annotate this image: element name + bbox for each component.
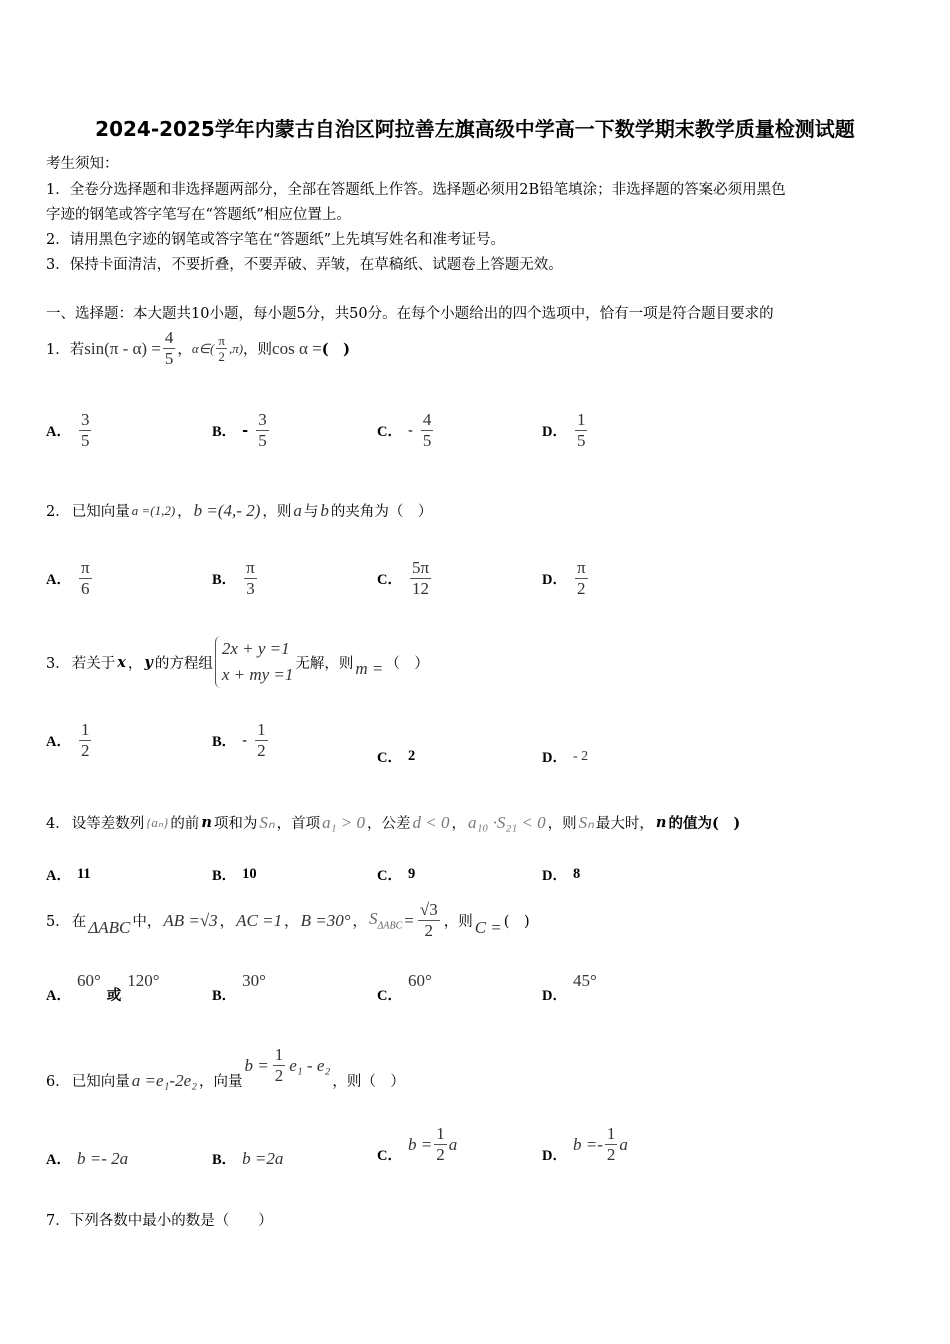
subscript: ΔABC bbox=[377, 920, 403, 932]
notice-item: 3．保持卡面清洁，不要折叠，不要弄破、弄皱，在草稿纸、试题卷上答题无效。 bbox=[46, 257, 563, 273]
text: 的方程组 bbox=[154, 655, 213, 672]
option-label: D． bbox=[542, 572, 567, 588]
question-3 bbox=[46, 636, 429, 688]
fraction bbox=[79, 410, 92, 451]
text: ， bbox=[451, 816, 467, 832]
option-value: 60° bbox=[76, 971, 101, 990]
option-value: 30° bbox=[242, 971, 266, 990]
math: b = bbox=[244, 1055, 269, 1075]
option-label: C． bbox=[377, 572, 402, 588]
notice-item: 2．请用黑色字迹的钢笔或答字笔在“答题纸”上先填写姓名和准考证号。 bbox=[46, 232, 506, 248]
denominator: 5 bbox=[164, 349, 174, 368]
denominator: 2 bbox=[606, 1145, 616, 1164]
option-a[interactable] bbox=[46, 558, 94, 599]
text: （ ） bbox=[385, 655, 429, 672]
fraction bbox=[575, 410, 588, 451]
math: = bbox=[404, 910, 414, 930]
math: n bbox=[201, 814, 212, 831]
math: {aₙ} bbox=[146, 814, 169, 830]
text: 若 bbox=[69, 342, 85, 358]
option-label: B． bbox=[212, 868, 237, 884]
text: ， bbox=[177, 342, 192, 358]
option-label: B． bbox=[212, 572, 237, 588]
option-label: A． bbox=[46, 572, 71, 588]
option-label: A． bbox=[46, 868, 71, 884]
fraction bbox=[421, 410, 434, 451]
math: e₁ - e₂ bbox=[289, 1055, 331, 1075]
option-d[interactable] bbox=[542, 410, 589, 451]
option-value: b =2a bbox=[242, 1148, 284, 1168]
question-number: 7． bbox=[46, 1213, 70, 1229]
math: b = bbox=[407, 1134, 433, 1154]
denominator: 3 bbox=[246, 579, 255, 598]
option-c[interactable] bbox=[377, 1124, 457, 1165]
numerator: 1 bbox=[606, 1124, 616, 1143]
option-label: C． bbox=[377, 988, 402, 1004]
question-6 bbox=[46, 1040, 405, 1091]
text: ， bbox=[284, 914, 299, 930]
minus-sign: - bbox=[242, 732, 248, 749]
math: ΔABC bbox=[88, 917, 131, 937]
fraction bbox=[434, 1124, 447, 1165]
question-number: 1． bbox=[46, 342, 70, 358]
fraction bbox=[605, 1124, 618, 1165]
question-number: 6． bbox=[46, 1074, 70, 1090]
option-value: 11 bbox=[76, 866, 91, 882]
option-label: D． bbox=[542, 424, 567, 440]
text: ，则 bbox=[547, 816, 577, 832]
fraction bbox=[256, 410, 269, 451]
option-d[interactable] bbox=[542, 558, 590, 599]
option-c[interactable] bbox=[377, 746, 415, 767]
numerator: 4 bbox=[164, 328, 174, 347]
text: ( ) bbox=[503, 914, 530, 930]
text: ，公差 bbox=[367, 816, 411, 832]
denominator: 5 bbox=[80, 431, 90, 450]
text: 设等差数列 bbox=[71, 816, 145, 832]
equation: x + my =1 bbox=[221, 665, 294, 684]
notice-heading: 考生须知： bbox=[46, 156, 119, 172]
notice-item: 字迹的钢笔或答字笔写在“答题纸”相应位置上。 bbox=[46, 207, 351, 223]
option-b[interactable] bbox=[212, 864, 257, 885]
option-label: B． bbox=[212, 424, 237, 440]
denominator: 2 bbox=[436, 1145, 445, 1164]
notice-item: 1．全卷分选择题和非选择题两部分，全部在答题纸上作答。选择题必须用2B铅笔填涂；非选择题的答案必须用黑色 bbox=[46, 182, 786, 198]
numerator: π bbox=[80, 558, 90, 577]
math: b =(4,- 2) bbox=[193, 500, 261, 520]
math: n bbox=[655, 814, 667, 831]
text: ，首项 bbox=[276, 816, 321, 832]
option-label: A． bbox=[46, 734, 71, 750]
fraction bbox=[410, 558, 431, 599]
math: a =(1,2) bbox=[131, 502, 176, 518]
text: ( ) bbox=[321, 341, 350, 358]
text: ，则 bbox=[262, 504, 292, 520]
option-b[interactable] bbox=[212, 720, 270, 761]
math: a₁₀ ·S₂₁ < 0 bbox=[468, 812, 546, 832]
option-label: A． bbox=[46, 424, 71, 440]
option-value: 9 bbox=[407, 866, 416, 882]
text: ， bbox=[177, 504, 192, 520]
text: 最大时， bbox=[595, 816, 654, 832]
option-a[interactable] bbox=[46, 864, 91, 885]
option-label: D． bbox=[542, 868, 567, 884]
option-c[interactable] bbox=[377, 971, 432, 1005]
math: AC =1 bbox=[236, 910, 283, 930]
option-label: C． bbox=[377, 868, 402, 884]
text: 与 bbox=[303, 504, 319, 520]
option-b[interactable] bbox=[212, 1148, 283, 1169]
numerator: 1 bbox=[257, 720, 266, 739]
numerator: π bbox=[218, 333, 225, 348]
option-label: B． bbox=[212, 734, 237, 750]
fraction bbox=[163, 328, 176, 369]
option-d[interactable] bbox=[542, 1124, 628, 1165]
math: x bbox=[117, 653, 126, 671]
option-label: D． bbox=[542, 1148, 567, 1164]
numerator: 1 bbox=[80, 720, 90, 739]
question-number: 4． bbox=[46, 816, 70, 832]
fraction bbox=[244, 558, 257, 599]
option-a[interactable] bbox=[46, 1148, 128, 1169]
denominator: 2 bbox=[257, 741, 266, 760]
numerator: 1 bbox=[436, 1124, 445, 1143]
option-b[interactable] bbox=[212, 410, 271, 451]
text: 在 bbox=[71, 914, 87, 930]
page-title: 2024-2025学年内蒙古自治区阿拉善左旗高级中学高一下数学期末教学质量检测试题 bbox=[95, 117, 855, 141]
option-label: A． bbox=[46, 1152, 71, 1168]
question-4 bbox=[46, 812, 740, 833]
math: m = bbox=[355, 659, 384, 678]
fraction bbox=[273, 1045, 286, 1086]
math: Sₙ bbox=[578, 812, 594, 832]
text: ， bbox=[219, 914, 235, 930]
denominator: 2 bbox=[80, 741, 90, 760]
option-label: A． bbox=[46, 988, 71, 1004]
text: 的夹角为（ ） bbox=[330, 504, 433, 520]
math: cos α = bbox=[272, 338, 322, 358]
fraction bbox=[255, 720, 268, 761]
denominator: 5 bbox=[576, 431, 586, 450]
numerator: 5π bbox=[411, 558, 430, 577]
option-c[interactable] bbox=[377, 864, 415, 885]
math: a bbox=[293, 500, 302, 520]
denominator: 5 bbox=[422, 431, 432, 450]
math: a₁ > 0 bbox=[322, 812, 366, 832]
fraction bbox=[79, 720, 92, 761]
text: ， bbox=[127, 655, 143, 672]
text: ，则 bbox=[243, 342, 273, 358]
text: 已知向量 bbox=[71, 504, 130, 520]
math: AB =√3 bbox=[163, 910, 218, 930]
numerator: 1 bbox=[274, 1045, 284, 1064]
question-7 bbox=[46, 1209, 273, 1230]
option-label: B． bbox=[212, 1152, 237, 1168]
option-value: 60° bbox=[407, 971, 432, 990]
math: B =30° bbox=[300, 910, 351, 930]
equation: 2x + y =1 bbox=[221, 639, 290, 658]
option-value: 2 bbox=[407, 748, 416, 764]
question-number: 3． bbox=[46, 655, 70, 672]
math: a =e₁-2e₂ bbox=[131, 1070, 198, 1090]
option-c[interactable] bbox=[377, 410, 435, 451]
option-value: b =- 2a bbox=[76, 1148, 129, 1168]
fraction bbox=[79, 558, 92, 599]
denominator: 6 bbox=[81, 579, 90, 598]
equation-system bbox=[215, 636, 294, 688]
minus-sign: - bbox=[407, 422, 413, 439]
question-2 bbox=[46, 500, 432, 521]
option-value: 10 bbox=[242, 866, 257, 882]
question-5 bbox=[46, 900, 530, 941]
text: 项和为 bbox=[213, 816, 258, 832]
option-label: B． bbox=[212, 988, 237, 1004]
denominator: 5 bbox=[258, 431, 267, 450]
denominator: 2 bbox=[218, 349, 225, 364]
question-number: 2． bbox=[46, 504, 70, 520]
text: 的值为( ) bbox=[668, 815, 741, 832]
math: α∈( bbox=[191, 340, 215, 356]
option-d[interactable] bbox=[542, 864, 580, 885]
option-a[interactable] bbox=[46, 410, 93, 451]
option-value: 45° bbox=[572, 971, 597, 990]
option-value: 120° bbox=[127, 971, 160, 990]
option-label: D． bbox=[542, 750, 567, 766]
option-d[interactable] bbox=[542, 971, 597, 1005]
text: 若关于 bbox=[71, 655, 116, 672]
numerator: √3 bbox=[419, 900, 438, 919]
math: y bbox=[144, 653, 153, 671]
denominator: 2 bbox=[274, 1066, 284, 1085]
section-heading: 一、选择题：本大题共10小题，每小题5分，共50分。在每个小题给出的四个选项中，恰有一项是符合题目要求的 bbox=[46, 306, 774, 322]
minus-sign: - bbox=[242, 422, 249, 439]
math: sin(π - α) = bbox=[84, 338, 161, 358]
text: 无解，则 bbox=[295, 655, 354, 672]
math: b =- bbox=[572, 1134, 603, 1154]
fraction bbox=[216, 333, 227, 364]
math: S bbox=[369, 909, 378, 929]
math: a bbox=[448, 1134, 458, 1154]
question-1 bbox=[46, 328, 350, 369]
option-value: - 2 bbox=[572, 748, 589, 764]
option-value: 8 bbox=[572, 866, 581, 882]
fraction bbox=[575, 558, 588, 599]
text: ，向量 bbox=[199, 1074, 243, 1090]
text: 的前 bbox=[170, 816, 200, 832]
denominator: 2 bbox=[577, 579, 586, 598]
option-c[interactable] bbox=[377, 558, 433, 599]
numerator: π bbox=[246, 558, 255, 577]
option-label: C． bbox=[377, 1148, 402, 1164]
option-b[interactable] bbox=[212, 558, 259, 599]
denominator: 2 bbox=[424, 921, 434, 940]
numerator: 3 bbox=[258, 410, 267, 429]
option-a[interactable] bbox=[46, 971, 160, 1005]
math: d < 0 bbox=[412, 812, 450, 832]
question-number: 5． bbox=[46, 914, 70, 930]
text: 已知向量 bbox=[71, 1074, 130, 1090]
numerator: 4 bbox=[422, 410, 432, 429]
fraction bbox=[418, 900, 440, 941]
math: a bbox=[619, 1134, 628, 1154]
text: 或 bbox=[106, 987, 122, 1004]
math: ,π) bbox=[228, 340, 244, 356]
text: ， bbox=[352, 914, 368, 930]
option-label: C． bbox=[377, 424, 402, 440]
numerator: π bbox=[576, 558, 586, 577]
option-d[interactable] bbox=[542, 746, 588, 767]
math: Sₙ bbox=[259, 812, 275, 832]
text: 下列各数中最小的数是（ ） bbox=[69, 1213, 273, 1229]
math: C = bbox=[474, 917, 502, 937]
numerator: 1 bbox=[576, 410, 586, 429]
option-b[interactable] bbox=[212, 971, 266, 1005]
text: ，则 bbox=[443, 914, 473, 930]
math bbox=[369, 909, 402, 931]
denominator: 12 bbox=[412, 579, 430, 598]
numerator: 3 bbox=[80, 410, 90, 429]
option-label: D． bbox=[542, 988, 567, 1004]
option-a[interactable] bbox=[46, 720, 93, 761]
text: 中， bbox=[132, 914, 162, 930]
math: b bbox=[320, 500, 329, 520]
text: ，则（ ） bbox=[332, 1074, 405, 1090]
option-label: C． bbox=[377, 750, 402, 766]
